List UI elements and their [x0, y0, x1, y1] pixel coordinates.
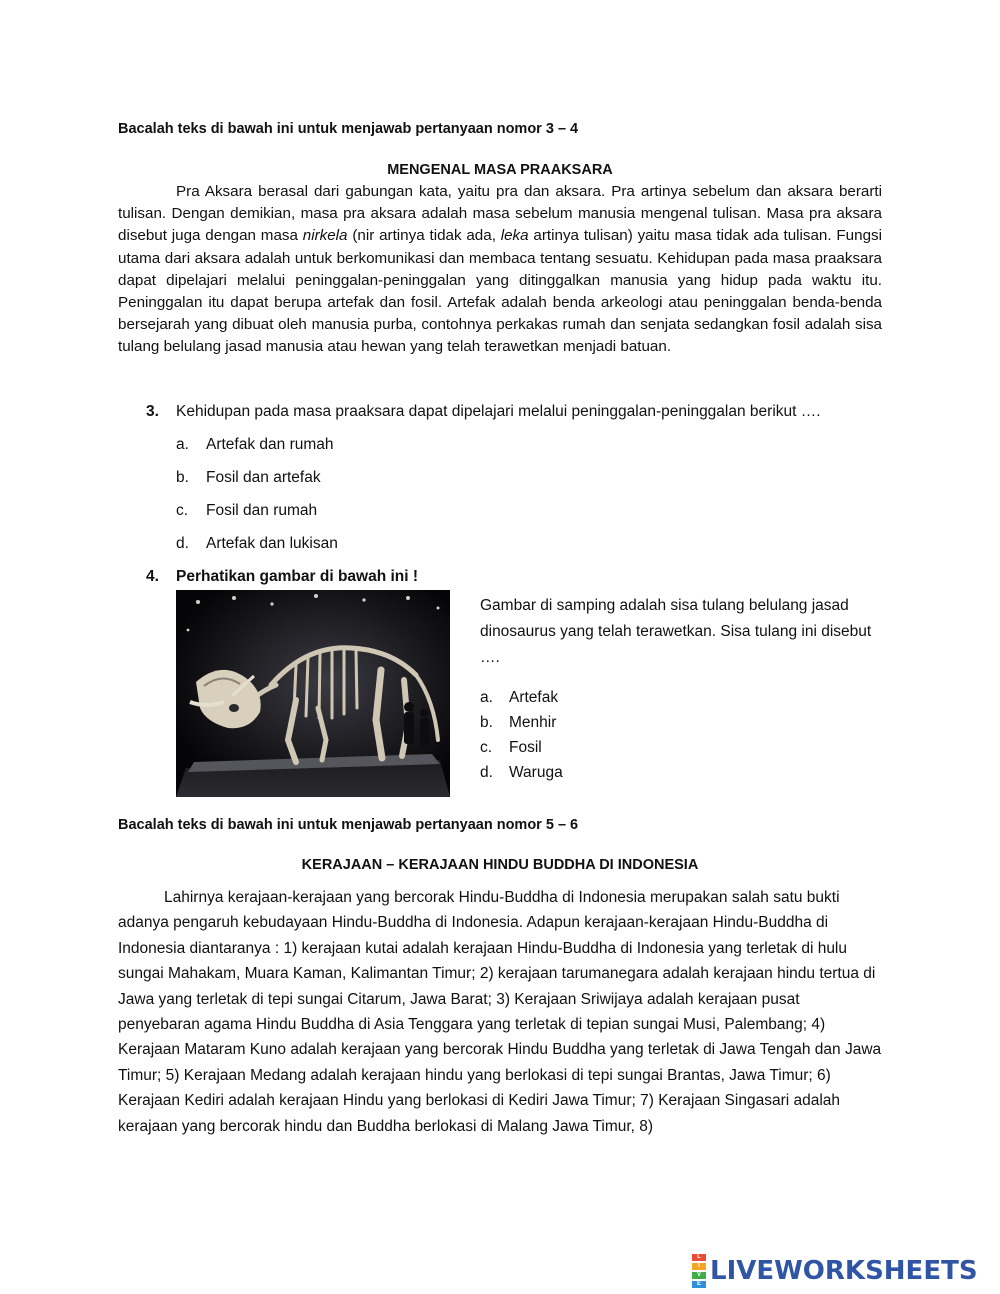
liveworksheets-logo: [692, 1254, 978, 1288]
question-3-option-a[interactable]: a. Artefak dan rumah: [176, 436, 334, 453]
question-4-option-c[interactable]: c. Fosil: [480, 739, 542, 756]
dinosaur-skeleton-photo: [176, 590, 450, 797]
question-4: [118, 568, 882, 590]
section1-instruction: Bacalah teks di bawah ini untuk menjawab pertanyaan nomor 3 – 4: [118, 121, 579, 137]
question-4-text: Perhatikan gambar di bawah ini !: [176, 568, 419, 585]
section1-title: MENGENAL MASA PRAAKSARA: [387, 162, 613, 178]
section2-instruction: Bacalah teks di bawah ini untuk menjawab pertanyaan nomor 5 – 6: [118, 817, 579, 833]
question-4-option-a[interactable]: a. Artefak: [480, 689, 559, 706]
question-3-option-d[interactable]: d. Artefak dan lukisan: [176, 535, 338, 552]
question-4-option-b[interactable]: b. Menhir: [480, 714, 557, 731]
logo-badge-icon: L I V E: [692, 1254, 706, 1288]
question-3-option-c[interactable]: c. Fosil dan rumah: [176, 502, 318, 519]
section2-paragraph: Lahirnya kerajaan-kerajaan yang bercorak Hindu-Buddha di Indonesia merupakan salah satu bukti adanya pengaruh kebudayaan Hindu-Buddha di Indonesia. Adapun kerajaan-kerajaan Hindu-Buddha di Indonesia diantaranya : 1) kerajaan kutai adalah kerajaan Hindu-Buddha di Indonesia yang terletak di hulu sungai Mahakam, Muara Kaman, Kalimantan Timur; 2) kerajaan tarumanegara adalah kerajaan hindu tertua di Jawa yang terletak di tepi sungai Citarum, Jawa Barat; 3) Kerajaan Sriwijaya adalah kerajaan pusat penyebaran agama Hindu Buddha di Asia Tenggara yang terletak di tepian sungai Musi, Palembang; 4) Kerajaan Mataram Kuno adalah kerajaan yang bercorak Hindu Buddha yang terletak di Jawa Tengah dan Jawa Timur; 5) Kerajaan Medang adalah kerajaan hindu yang berlokasi di tepi sungai Brantas, Jawa Timur; 6) Kerajaan Kediri adalah kerajaan Hindu yang berlokasi di Kediri Jawa Timur; 7) Kerajaan Singasari adalah kerajaan yang bercorak hindu dan Buddha berlokasi di Malang Jawa Timur, 8): [118, 889, 882, 1135]
logo-text: LIVEWORKSHEETS: [710, 1256, 978, 1286]
section1-paragraph: Pra Aksara berasal dari gabungan kata, yaitu pra dan aksara. Pra artinya sebelum dan aksara berarti tulisan. Dengan demikian, masa pra aksara adalah masa sebelum manusia mengenal tulisan. Masa pra aksara disebut juga dengan masa nirkela (nir artinya tidak ada, leka artinya tulisan) yaitu masa tidak ada tulisan. Fungsi utama dari aksara adalah untuk berkomunikasi dan membaca tentang sesuatu. Kehidupan pada masa praaksara dapat dipelajari melalui peninggalan-peninggalan yang ditinggalkan manusia yang hidup pada waktu itu. Peninggalan itu dapat berupa artefak dan fosil. Artefak adalah benda arkeologi atau peninggalan benda-benda bersejarah yang dibuat oleh manusia purba, contohnya perkakas rumah dan senjata sedangkan fosil adalah sisa tulang belulang jasad manusia atau hewan yang telah terawetkan menjadi batuan.: [118, 183, 882, 356]
question-4-side-text: Gambar di samping adalah sisa tulang belulang jasad dinosaurus yang telah terawetkan. Sisa tulang ini disebut ….: [480, 597, 872, 666]
question-4-number: 4.: [146, 568, 159, 585]
question-4-option-d[interactable]: d. Waruga: [480, 764, 563, 781]
question-3-text: Kehidupan pada masa praaksara dapat dipelajari melalui peninggalan-peninggalan berikut ….: [176, 403, 821, 420]
question-3-option-b[interactable]: b. Fosil dan artefak: [176, 469, 321, 486]
question-3-number: 3.: [146, 403, 159, 420]
section2-title: KERAJAAN – KERAJAAN HINDU BUDDHA DI INDONESIA: [301, 857, 699, 873]
question-3: [118, 403, 882, 425]
